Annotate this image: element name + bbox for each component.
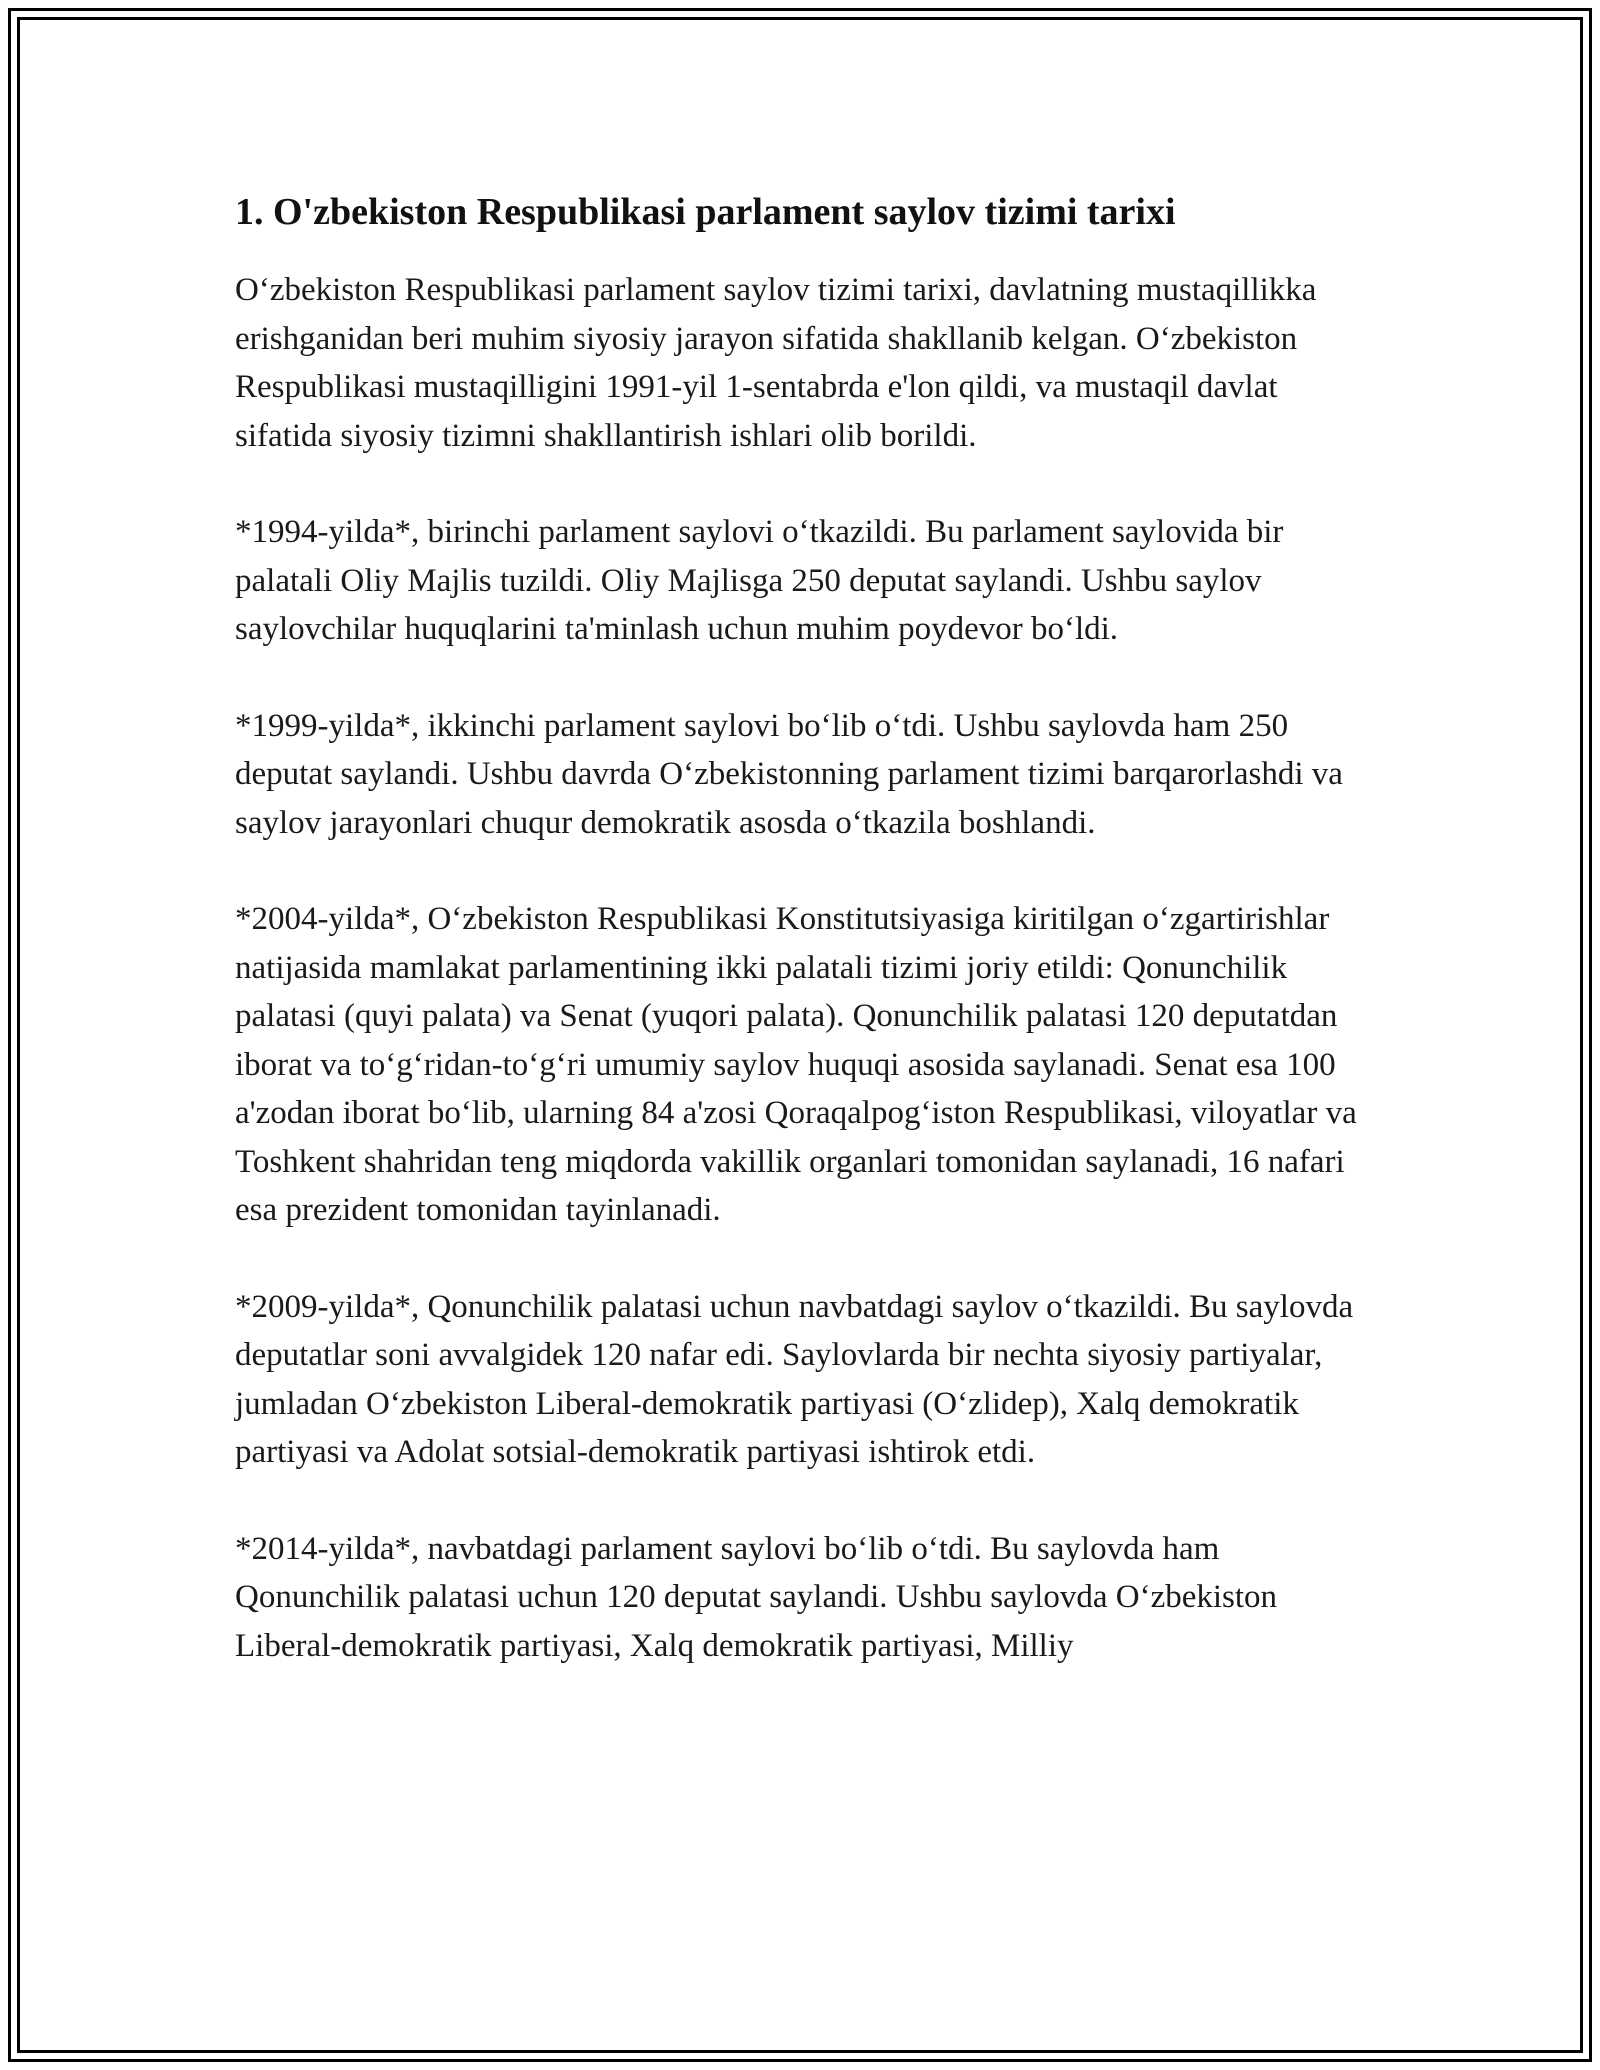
paragraph-intro: O‘zbekiston Respublikasi parlament saylov tizimi tarixi, davlatning mustaqillikka erishganidan beri muhim siyosiy jarayon sifatida shakllanib kelgan. O‘zbekiston Respublikasi mustaqilligini 1991-yil 1-sentabrda e'lon qildi, va mustaqil davlat sifatida siyosiy tizimni shakllantirish ishlari olib borildi. <box>235 272 1317 454</box>
paragraph-2004: *2004-yilda*, O‘zbekiston Respublikasi Konstitutsiyasiga kiritilgan o‘zgartirishlar natijasida mamlakat parlamentining ikki palatali tizimi joriy etildi: Qonunchilik palatasi (quyi palata) va Senat (yuqori palata). Qonunchilik palatasi 120 deputatdan iborat va to‘g‘ridan-to‘g‘ri umumiy saylov huquqi asosida saylanadi. Senat esa 100 a'zodan iborat bo‘lib, ularning 84 a'zosi Qoraqalpog‘iston Respublikasi, viloyatlar va Toshkent shahridan teng miqdorda vakillik organlari tomonidan saylanadi, 16 nafari esa prezident tomonidan tayinlanadi. <box>235 901 1357 1228</box>
paragraph-1999: *1999-yilda*, ikkinchi parlament saylovi bo‘lib o‘tdi. Ushbu saylovda ham 250 deputat saylandi. Ushbu davrda O‘zbekistonning parlament tizimi barqarorlashdi va saylov jarayonlari chuqur demokratik asosda o‘tkazila boshlandi. <box>235 707 1343 841</box>
document-body <box>235 186 1375 1718</box>
paragraph-2014: *2014-yilda*, navbatdagi parlament saylovi bo‘lib o‘tdi. Bu saylovda ham Qonunchilik palatasi uchun 120 deputat saylandi. Ushbu saylovda O‘zbekiston Liberal-demokratik partiyasi, Xalq demokratik partiyasi, Milliy <box>235 1530 1278 1664</box>
section-heading: 1. O'zbekiston Respublikasi parlament saylov tizimi tarixi <box>235 191 1176 233</box>
paragraph-2009: *2009-yilda*, Qonunchilik palatasi uchun navbatdagi saylov o‘tkazildi. Bu saylovda deputatlar soni avvalgidek 120 nafar edi. Saylovlarda bir nechta siyosiy partiyalar, jumladan O‘zbekiston Liberal-demokratik partiyasi (O‘zlidep), Xalq demokratik partiyasi va Adolat sotsial-demokratik partiyasi ishtirok etdi. <box>235 1288 1354 1470</box>
paragraph-1994: *1994-yilda*, birinchi parlament saylovi o‘tkazildi. Bu parlament saylovida bir palatali Oliy Majlis tuzildi. Oliy Majlisga 250 deputat saylandi. Ushbu saylov saylovchilar huquqlarini ta'minlash uchun muhim poydevor bo‘ldi. <box>235 514 1284 647</box>
